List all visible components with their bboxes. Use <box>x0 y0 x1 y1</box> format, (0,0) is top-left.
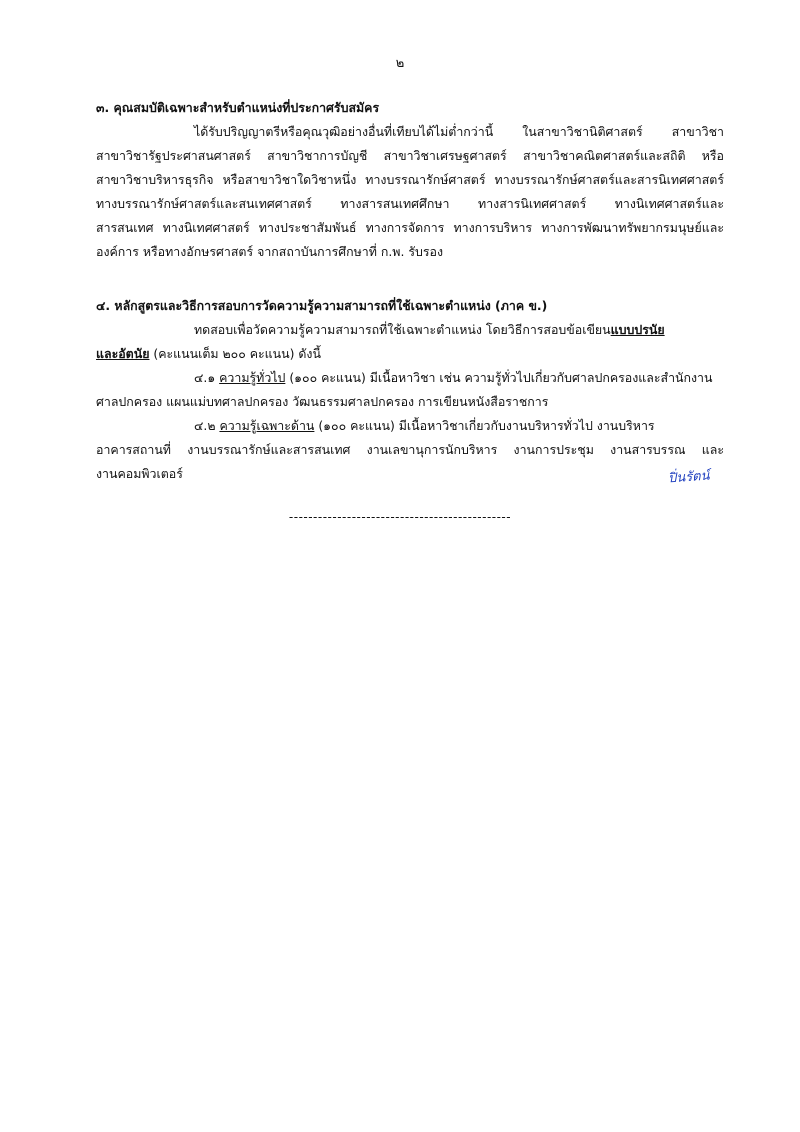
intro-text: ทดสอบเพื่อวัดความรู้ความสามารถที่ใช้เฉพาะตำแหน่ง โดยวิธีการสอบข้อเขียน <box>194 322 611 337</box>
item-4-1 <box>96 366 724 390</box>
item-4-1-text: (๑๐๐ คะแนน) มีเนื้อหาวิชา เช่น ความรู้ทั่วไปเกี่ยวกับศาลปกครองและสำนักงาน <box>285 370 713 385</box>
intro-emphasis-1: แบบปรนัย <box>610 322 665 337</box>
item-4-2-continued-2: งานคอมพิวเตอร์ <box>96 466 183 481</box>
item-4-2 <box>96 414 724 438</box>
section-3-line-4: ทางบรรณารักษ์ศาสตร์และสนเทศศาสตร์ ทางสารสนเทศศึกษา ทางสารนิเทศศาสตร์ ทางนิเทศศาสตร์และ <box>96 196 724 211</box>
item-4-2-number: ๔.๒ <box>194 418 220 433</box>
item-4-2-title: ความรู้เฉพาะด้าน <box>219 418 315 433</box>
section-4-intro-line-2 <box>96 342 724 366</box>
section-4-heading: ๔. หลักสูตรและวิธีการสอบการวัดความรู้ความสามารถที่ใช้เฉพาะตำแหน่ง (ภาค ข.) <box>96 298 548 313</box>
section-3-line-6: องค์การ หรือทางอักษรศาสตร์ จากสถาบันการศึกษาที่ ก.พ. รับรอง <box>96 244 444 259</box>
item-4-2-continued-1: อาคารสถานที่ งานบรรณารักษ์และสารสนเทศ งานเลขานุการนักบริหาร งานการประชุม งานสารบรรณ และ <box>96 442 724 457</box>
section-3-line-2: สาขาวิชารัฐประศาสนศาสตร์ สาขาวิชาการบัญชี สาขาวิชาเศรษฐศาสตร์ สาขาวิชาคณิตศาสตร์และสถิติ หรือ <box>96 148 724 163</box>
section-3-line-5: สารสนเทศ ทางนิเทศศาสตร์ ทางประชาสัมพันธ์ ทางการจัดการ ทางการบริหาร ทางการพัฒนาทรัพยากรมนุษย์และ <box>96 220 724 235</box>
section-4 <box>96 294 724 486</box>
page-number: ๒ <box>395 56 405 71</box>
item-4-2-text: (๑๐๐ คะแนน) มีเนื้อหาวิชาเกี่ยวกับงานบริหารทั่วไป งานบริหาร <box>314 418 655 433</box>
section-4-intro-line-1 <box>96 318 724 342</box>
section-3 <box>96 96 724 264</box>
section-3-line-1: ได้รับปริญญาตรีหรือคุณวุฒิอย่างอื่นที่เทียบได้ไม่ต่ำกว่านี้ ในสาขาวิชานิติศาสตร์ สาขาวิชา <box>194 124 724 139</box>
section-3-heading: ๓. คุณสมบัติเฉพาะสำหรับตำแหน่งที่ประกาศรับสมัคร <box>96 100 380 115</box>
item-4-1-title: ความรู้ทั่วไป <box>219 370 286 385</box>
intro-text-2: (คะแนนเต็ม ๒๐๐ คะแนน) ดังนี้ <box>149 346 321 361</box>
intro-emphasis-2: และอัตนัย <box>96 346 150 361</box>
item-4-1-continued: ศาลปกครอง แผนแม่บทศาลปกครอง วัฒนธรรมศาลปกครอง การเขียนหนังสือราชการ <box>96 394 549 409</box>
end-divider: ---------------------------------------------- <box>288 510 512 524</box>
item-4-1-number: ๔.๑ <box>194 370 220 385</box>
section-3-line-3: สาขาวิชาบริหารธุรกิจ หรือสาขาวิชาใดวิชาหนึ่ง ทางบรรณารักษ์ศาสตร์ ทางบรรณารักษ์ศาสตร์และสารนิเทศศาสตร์ <box>96 172 724 187</box>
handwritten-signature: ปิ่นรัตน์ <box>667 468 710 487</box>
